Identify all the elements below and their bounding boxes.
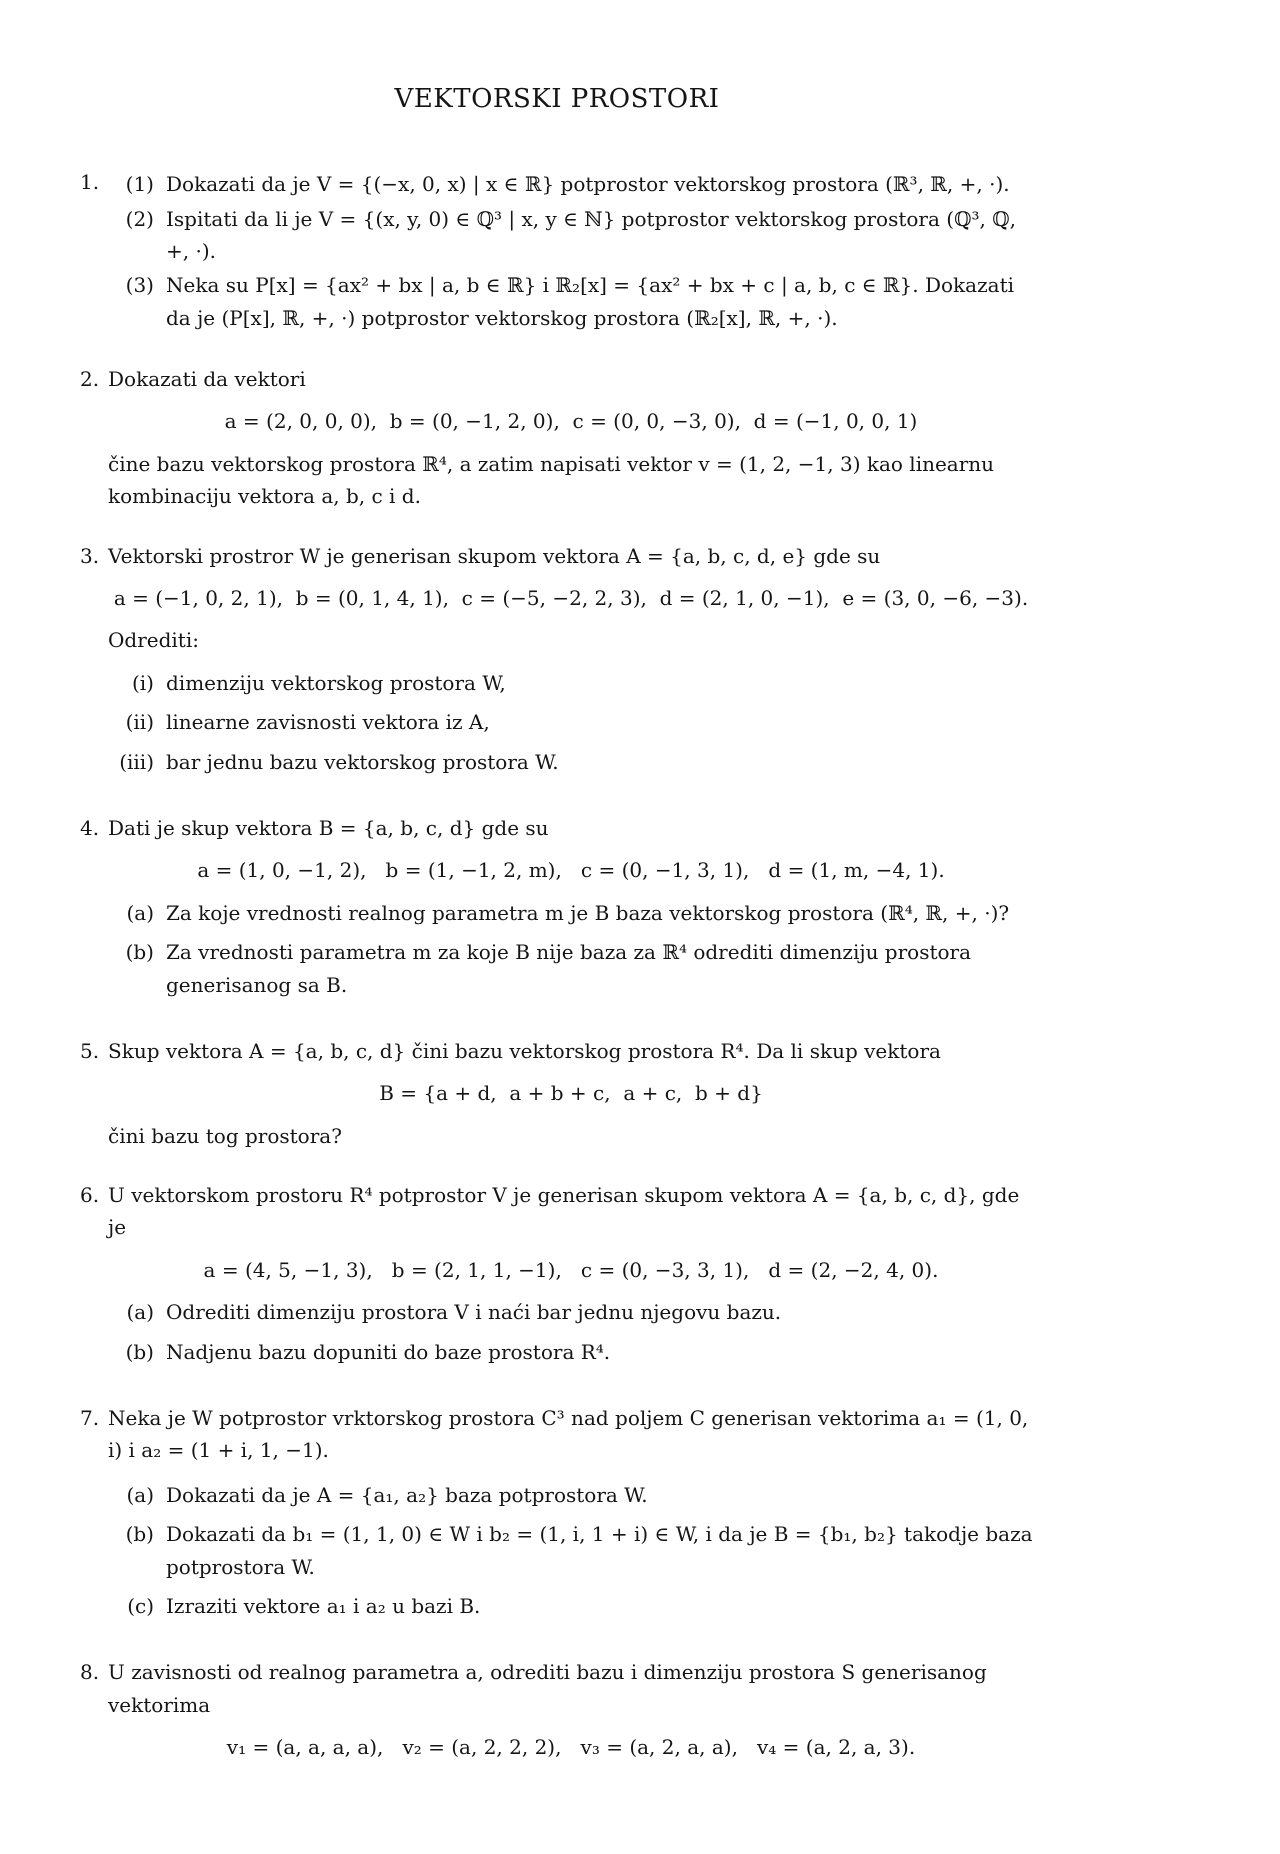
subitem-label: (b) — [125, 1339, 154, 1364]
problem-4-intro: Dati je skup vektora B = {a, b, c, d} gde su — [108, 815, 549, 840]
subitem-label: (a) — [126, 1300, 154, 1325]
subitem-text: Dokazati da b₁ = (1, 1, 0) ∈ W i b₂ = (1, i, 1 + i) ∈ W, i da je B = {b₁, b₂} takodje baza potprostora W. — [166, 1522, 1033, 1579]
subitem-text: Ispitati da li je V = {(x, y, 0) ∈ ℚ³ | x, y ∈ ℕ} potprostor vektorskog prostora (ℚ³, ℚ, +, ·). — [166, 206, 1016, 263]
problem-3-number: 3. — [80, 543, 100, 568]
subitem-text: linearne zavisnosti vektora iz A, — [166, 710, 490, 735]
problem-1-body — [108, 166, 1034, 336]
problem-6-subitem-b — [108, 1336, 1034, 1368]
problem-2-intro: Dokazati da vektori — [108, 367, 306, 392]
problem-6-subitem-a — [108, 1296, 1034, 1328]
problem-6 — [80, 1179, 1034, 1375]
problem-4-number: 4. — [80, 815, 100, 840]
problem-7-number: 7. — [80, 1406, 100, 1431]
problem-7-subitem-c — [108, 1590, 1034, 1622]
problem-1-subitem-3 — [108, 269, 1034, 334]
subitem-label: (b) — [125, 940, 154, 965]
subitem-text: dimenziju vektorskog prostora W, — [166, 670, 506, 695]
problem-6-intro: U vektorskom prostoru R⁴ potprostor V je generisan skupom vektora A = {a, b, c, d}, gde je — [108, 1183, 1020, 1240]
subitem-label: (1) — [125, 172, 154, 197]
problem-2-body — [108, 363, 1034, 513]
problem-4 — [80, 812, 1034, 1008]
subitem-label: (b) — [125, 1522, 154, 1547]
problem-6-number: 6. — [80, 1183, 100, 1208]
problem-7 — [80, 1402, 1034, 1629]
problem-6-equation: a = (4, 5, −1, 3), b = (2, 1, 1, −1), c = (0, −3, 3, 1), d = (2, −2, 4, 0). — [203, 1257, 939, 1282]
subitem-label: (2) — [125, 206, 154, 231]
problem-6-sublist — [108, 1296, 1034, 1368]
subitem-text: Odrediti dimenziju prostora V i naći bar jednu njegovu bazu. — [166, 1300, 782, 1325]
problem-4-equation: a = (1, 0, −1, 2), b = (1, −1, 2, m), c = (0, −1, 3, 1), d = (1, m, −4, 1). — [197, 858, 945, 883]
subitem-label: (3) — [125, 273, 154, 298]
problem-7-sublist — [108, 1479, 1034, 1623]
problem-3-subitem-ii — [108, 706, 1034, 738]
subitem-label: (iii) — [119, 749, 154, 774]
problem-2-outro: čine bazu vektorskog prostora ℝ⁴, a zatim napisati vektor v = (1, 2, −1, 3) kao linearnu kombinaciju vektora a, b, c i d. — [108, 451, 995, 509]
subitem-label: (a) — [126, 900, 154, 925]
subitem-text: bar jednu bazu vektorskog prostora W. — [166, 749, 559, 774]
problem-4-body — [108, 812, 1034, 1008]
problem-1-number: 1. — [80, 170, 100, 195]
problem-4-subitem-b — [108, 936, 1034, 1001]
subitem-label: (i) — [131, 670, 154, 695]
problem-5-equation: B = {a + d, a + b + c, a + c, b + d} — [379, 1081, 763, 1106]
problem-4-sublist — [108, 897, 1034, 1001]
problem-5-number: 5. — [80, 1038, 100, 1063]
problem-7-subitem-b — [108, 1518, 1034, 1583]
problem-7-intro: Neka je W potprostor vrktorskog prostora C³ nad poljem C generisan vektorima a₁ = (1, 0, i) i a₂ = (1 + i, 1, −1). — [108, 1406, 1029, 1463]
subitem-text: Za vrednosti parametra m za koje B nije baza za ℝ⁴ odrediti dimenziju prostora generisanog sa B. — [166, 940, 972, 997]
subitem-text: Za koje vrednosti realnog parametra m je B baza vektorskog prostora (ℝ⁴, ℝ, +, ·)? — [166, 900, 1010, 925]
subitem-label: (a) — [126, 1482, 154, 1507]
problem-3-equation: a = (−1, 0, 2, 1), b = (0, 1, 4, 1), c = (−5, −2, 2, 3), d = (2, 1, 0, −1), e = (3, 0, −6, −3). — [113, 586, 1029, 611]
problem-8-number: 8. — [80, 1660, 100, 1685]
problem-2-equation: a = (2, 0, 0, 0), b = (0, −1, 2, 0), c = (0, 0, −3, 0), d = (−1, 0, 0, 1) — [224, 409, 918, 434]
problem-3-middle: Odrediti: — [108, 628, 199, 653]
problem-8-intro: U zavisnosti od realnog parametra a, odrediti bazu i dimenziju prostora S generisanog vektorima — [108, 1660, 987, 1717]
problem-8-equation: v₁ = (a, a, a, a), v₂ = (a, 2, 2, 2), v₃ = (a, 2, a, a), v₄ = (a, 2, a, 3). — [226, 1735, 916, 1760]
subitem-label: (ii) — [125, 710, 154, 735]
problem-3-intro: Vektorski prostror W je generisan skupom vektora A = {a, b, c, d, e} gde su — [108, 543, 881, 568]
subitem-text: Dokazati da je V = {(−x, 0, x) | x ∈ ℝ} potprostor vektorskog prostora (ℝ³, ℝ, +, ·). — [166, 172, 1010, 197]
problem-7-subitem-a — [108, 1479, 1034, 1511]
subitem-text: Izraziti vektore a₁ i a₂ u bazi B. — [166, 1594, 481, 1618]
subitem-text: Dokazati da je A = {a₁, a₂} baza potprostora W. — [166, 1482, 648, 1507]
problem-1-subitem-2 — [108, 203, 1034, 268]
problem-6-body — [108, 1179, 1034, 1375]
problem-3 — [80, 540, 1034, 785]
problem-5-intro: Skup vektora A = {a, b, c, d} čini bazu vektorskog prostora R⁴. Da li skup vektora — [108, 1038, 941, 1063]
subitem-text: Nadjenu bazu dopuniti do baze prostora R⁴. — [166, 1339, 611, 1364]
problem-1-subitem-1 — [108, 168, 1034, 200]
problem-2-number: 2. — [80, 367, 100, 392]
problem-5-body — [108, 1035, 1034, 1152]
problem-5 — [80, 1035, 1034, 1152]
problem-3-subitem-iii — [108, 746, 1034, 778]
problem-3-subitem-i — [108, 667, 1034, 699]
problem-5-outro: čini bazu tog prostora? — [108, 1123, 342, 1148]
subitem-label: (c) — [127, 1594, 154, 1618]
subitem-text: Neka su P[x] = {ax² + bx | a, b ∈ ℝ} i ℝ₂[x] = {ax² + bx + c | a, b, c ∈ ℝ}. Dokazati da je (P[x], ℝ, +, ·) potprostor vektorskog prostora (ℝ₂[x], ℝ, +, ·). — [166, 273, 1014, 330]
problem-3-body — [108, 540, 1034, 785]
problem-8 — [80, 1656, 1034, 1773]
problem-7-body — [108, 1402, 1034, 1629]
problem-1 — [80, 166, 1034, 336]
problem-8-body — [108, 1656, 1034, 1773]
page-title: VEKTORSKI PROSTORI — [394, 84, 720, 114]
problem-4-subitem-a — [108, 897, 1034, 929]
problem-3-sublist — [108, 667, 1034, 778]
problem-2 — [80, 363, 1034, 513]
